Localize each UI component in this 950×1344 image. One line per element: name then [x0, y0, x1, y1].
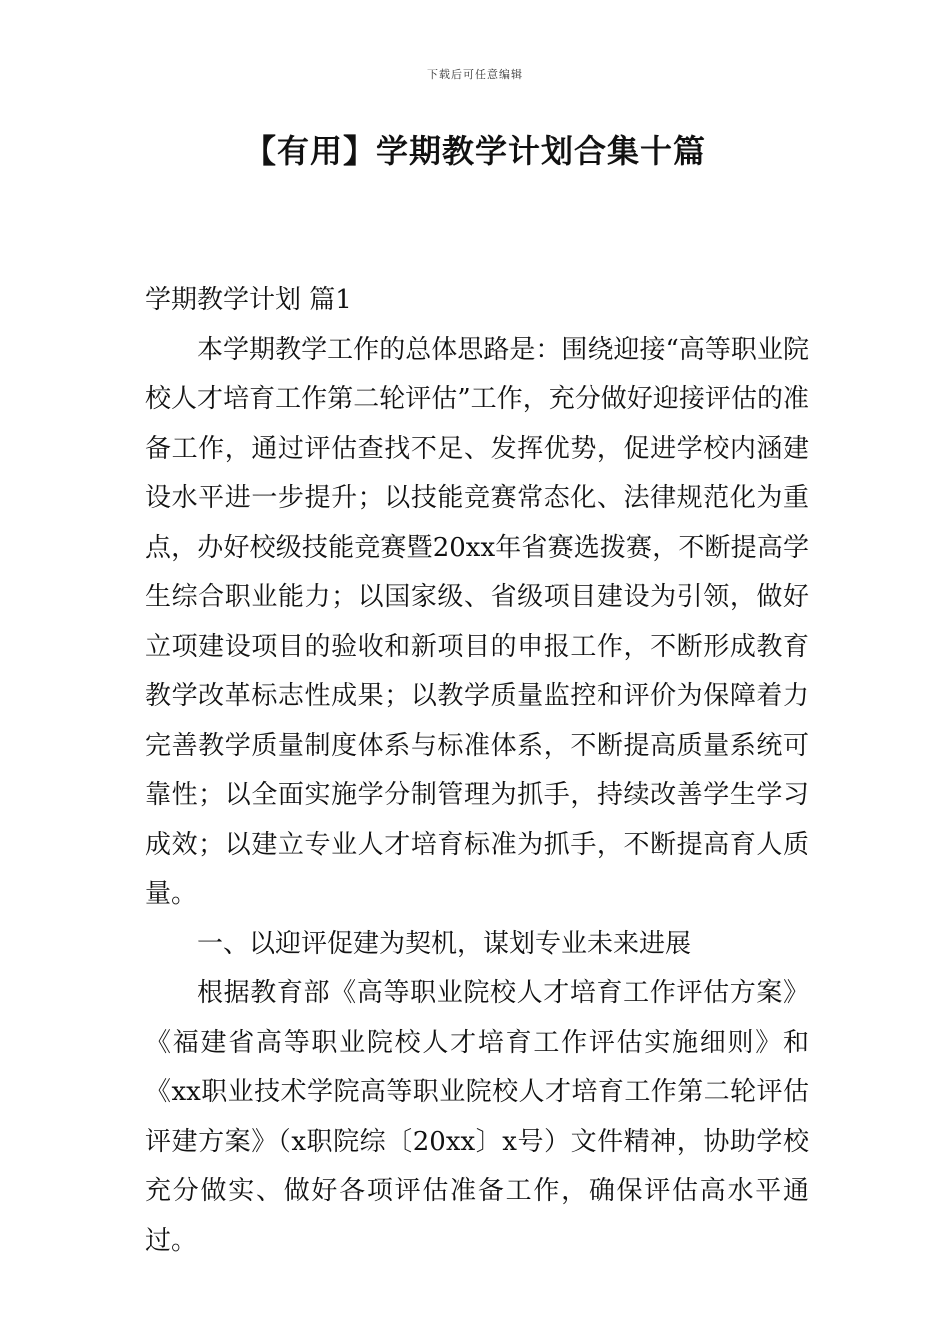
- paragraph-overview: 本学期教学工作的总体思路是：围绕迎接“高等职业院校人才培育工作第二轮评估”工作，充分做好迎接评估的准备工作，通过评估查找不足、发挥优势，促进学校内涵建设水平进一步提升；以技能竞赛常态化、法律规范化为重点，办好校级技能竞赛暨20xx年省赛选拨赛，不断提高学生综合职业能力；以国家级、省级项目建设为引领，做好立项建设项目的验收和新项目的申报工作，不断形成教育教学改革标志性成果；以教学质量监控和评价为保障着力完善教学质量制度体系与标准体系，不断提高质量系统可靠性；以全面实施学分制管理为抓手，持续改善学生学习成效；以建立专业人才培育标准为抓手，不断提高育人质量。: [145, 334, 809, 909]
- page-header-note: 下载后可任意编辑: [427, 68, 523, 81]
- document-body: [145, 276, 809, 1266]
- paragraph-evaluation-basis: 根据教育部《高等职业院校人才培育工作评估方案》《福建省高等职业院校人才培育工作评估实施细则》和《xx职业技术学院高等职业院校人才培育工作第二轮评估评建方案》（x职院综〔20xx〕x号）文件精神，协助学校充分做实、做好各项评估准备工作，确保评估高水平通过。: [145, 978, 809, 1256]
- section-heading: 学期教学计划 篇1: [145, 285, 352, 315]
- document-title: 【有用】学期教学计划合集十篇: [243, 132, 706, 170]
- paragraph-subheading-1: 一、以迎评促建为契机，谋划专业未来进展: [197, 928, 692, 959]
